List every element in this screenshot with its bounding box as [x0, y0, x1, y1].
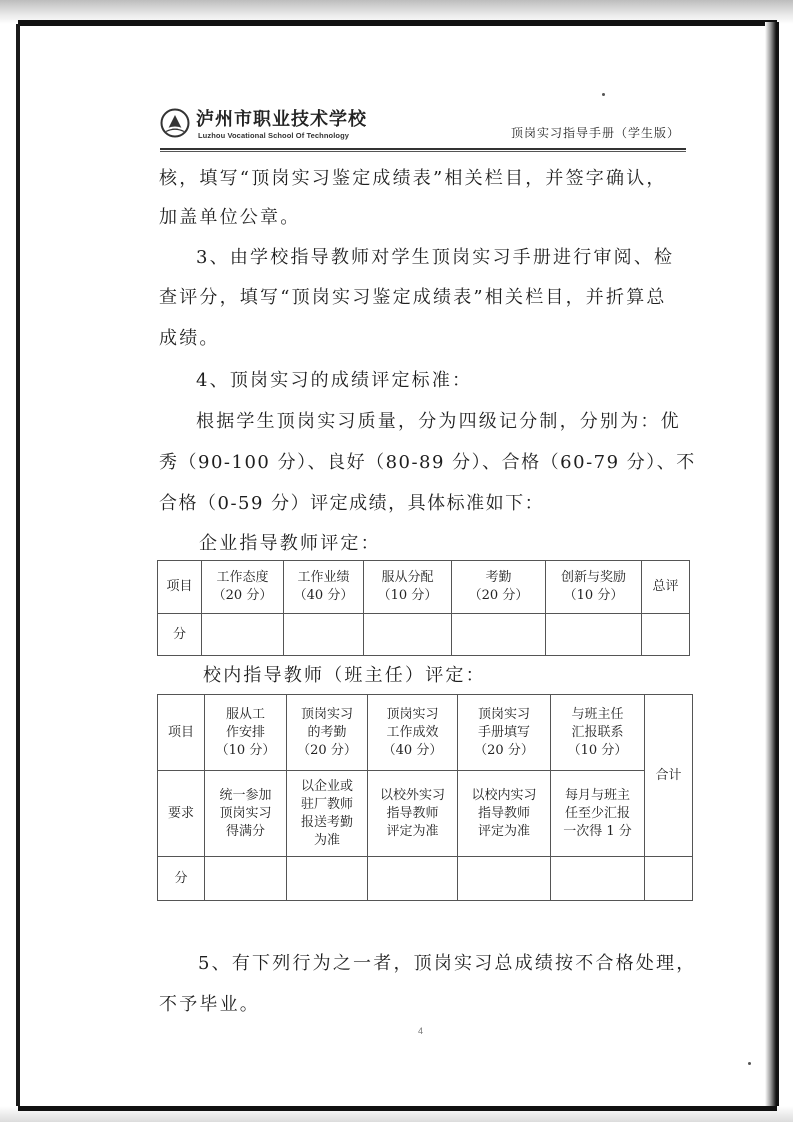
scan-bottom-edge	[0, 1106, 793, 1122]
paragraph-line: 不予毕业。	[159, 994, 260, 1015]
paragraph-line: 查评分，填写“顶岗实习鉴定成绩表”相关栏目，并折算总	[159, 287, 667, 308]
section-heading: 4、顶岗实习的成绩评定标准：	[196, 370, 473, 391]
scan-speck	[602, 93, 605, 96]
column-header: 服从分配 （10 分）	[364, 561, 452, 614]
table1-caption: 企业指导教师评定：	[199, 533, 381, 554]
column-header: 与班主任 汇报联系 （10 分）	[551, 695, 645, 771]
requirement-cell: 以校内实习 指导教师 评定为准	[458, 771, 551, 857]
requirement-cell: 统一参加 顶岗实习 得满分	[205, 771, 287, 857]
header-rule	[160, 148, 686, 150]
score-cell[interactable]	[205, 857, 287, 901]
school-logo-icon	[160, 108, 190, 138]
school-evaluation-table	[157, 694, 693, 901]
scan-right-edge	[765, 22, 779, 1112]
header-rule-thin	[160, 151, 686, 152]
score-cell[interactable]	[284, 614, 364, 656]
column-header: 工作态度 （20 分）	[202, 561, 284, 614]
manual-title: 顶岗实习指导手册（学生版）	[510, 126, 680, 140]
score-cell[interactable]	[645, 857, 693, 901]
column-header: 顶岗实习 工作成效 （40 分）	[368, 695, 458, 771]
scan-speck	[748, 1062, 751, 1065]
row-header-item: 项目	[158, 695, 205, 771]
column-header: 顶岗实习 的考勤 （20 分）	[287, 695, 368, 771]
scan-left-edge	[16, 24, 20, 1106]
row-header-requirement: 要求	[158, 771, 205, 857]
row-header-score: 分	[158, 614, 202, 656]
school-name-en: Luzhou Vocational School Of Technology	[198, 131, 350, 140]
column-header: 服从工 作安排 （10 分）	[205, 695, 287, 771]
score-cell[interactable]	[642, 614, 690, 656]
column-header: 考勤 （20 分）	[452, 561, 546, 614]
scan-top-edge	[0, 0, 793, 24]
paragraph-line: 成绩。	[159, 328, 220, 349]
row-header-item: 项目	[158, 561, 202, 614]
requirement-cell: 以校外实习 指导教师 评定为准	[368, 771, 458, 857]
score-cell[interactable]	[287, 857, 368, 901]
row-header-score: 分	[158, 857, 205, 901]
score-cell[interactable]	[458, 857, 551, 901]
column-header: 创新与奖励 （10 分）	[546, 561, 642, 614]
score-cell[interactable]	[202, 614, 284, 656]
paragraph-line: 加盖单位公章。	[159, 207, 301, 228]
column-header: 工作业绩 （40 分）	[284, 561, 364, 614]
paragraph-line: 秀（90-100 分）、良好（80-89 分）、合格（60-79 分）、不	[159, 452, 696, 473]
score-cell[interactable]	[452, 614, 546, 656]
score-cell[interactable]	[551, 857, 645, 901]
requirement-cell: 以企业或 驻厂教师 报送考勤 为准	[287, 771, 368, 857]
requirement-cell: 每月与班主 任至少汇报 一次得 1 分	[551, 771, 645, 857]
score-cell[interactable]	[368, 857, 458, 901]
paragraph-line: 合格（0-59 分）评定成绩，具体标准如下：	[159, 493, 545, 514]
score-cell[interactable]	[364, 614, 452, 656]
total-header: 总评	[642, 561, 690, 614]
paragraph-line: 根据学生顶岗实习质量，分为四级记分制，分别为：优	[196, 411, 681, 432]
paragraph-line: 5、有下列行为之一者，顶岗实习总成绩按不合格处理，	[198, 953, 697, 974]
total-header: 合计	[645, 695, 693, 857]
paragraph-line: 3、由学校指导教师对学生顶岗实习手册进行审阅、检	[196, 247, 675, 268]
page-number: 4	[418, 1026, 424, 1036]
page-header	[160, 102, 686, 150]
table2-caption: 校内指导教师（班主任）评定：	[203, 665, 486, 686]
school-name-cn: 泸州市职业技术学校	[196, 109, 367, 130]
paragraph-line: 核，填写“顶岗实习鉴定成绩表”相关栏目，并签字确认，	[159, 168, 667, 189]
enterprise-evaluation-table	[157, 560, 690, 656]
score-cell[interactable]	[546, 614, 642, 656]
column-header: 顶岗实习 手册填写 （20 分）	[458, 695, 551, 771]
